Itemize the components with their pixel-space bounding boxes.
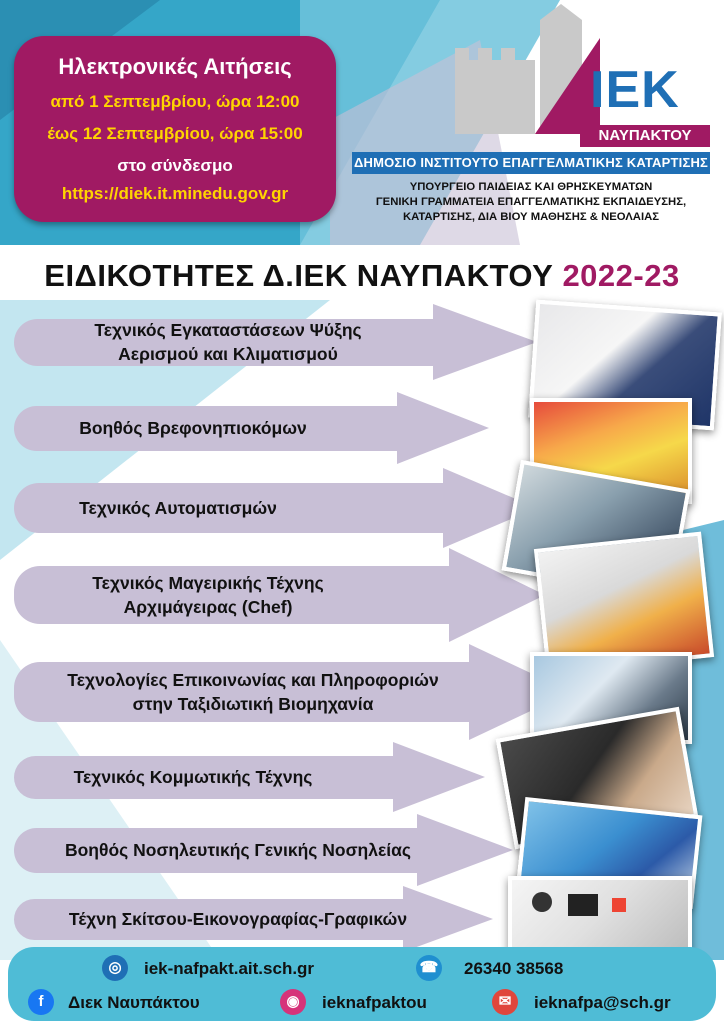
specialty-arrow — [14, 886, 494, 952]
phone-number[interactable]: 26340 38568 — [464, 959, 564, 978]
specialty-line-1: Τεχνικός Εγκαταστάσεων Ψύξης — [94, 320, 362, 340]
specialty-arrow — [14, 548, 546, 642]
specialty-label — [28, 318, 428, 366]
ministry-line-3: ΚΑΤΑΡΤΙΣΗΣ, ΔΙΑ ΒΙΟΥ ΜΑΘΗΣΗΣ & ΝΕΟΛΑΙΑΣ — [402, 211, 660, 223]
specialty-line-1: Τεχνικός Αυτοματισμών — [79, 498, 277, 518]
specialty-label — [28, 765, 358, 789]
specialty-label — [28, 907, 448, 931]
specialty-line-2: στην Ταξιδιωτική Βιομηχανία — [132, 694, 374, 714]
applications-heading: Ηλεκτρονικές Αιτήσεις — [58, 54, 292, 79]
specialty-line-2: Αερισμού και Κλιματισμού — [118, 344, 338, 364]
specialty-arrow — [14, 742, 486, 812]
phone-icon: ☎ — [416, 955, 442, 981]
specialty-arrow — [14, 392, 490, 464]
specialty-line-1: Τεχνικός Κομμωτικής Τέχνης — [73, 767, 313, 787]
ministry-line-1: ΥΠΟΥΡΓΕΙΟ ΠΑΙΔΕΙΑΣ ΚΑΙ ΘΡΗΣΚΕΥΜΑΤΩΝ — [409, 181, 653, 193]
specialty-line-1: Βοηθός Νοσηλευτικής Γενικής Νοσηλείας — [64, 840, 411, 860]
facebook-icon: f — [28, 989, 54, 1015]
globe-icon: ◎ — [102, 955, 128, 981]
institute-name: ΔΗΜΟΣΙΟ ΙΝΣΤΙΤΟΥΤΟ ΕΠΑΓΓΕΛΜΑΤΙΚΗΣ ΚΑΤΑΡΤΙΣΗΣ — [352, 152, 710, 174]
logo-sample-icon — [612, 898, 626, 912]
specialty-arrow — [14, 644, 572, 740]
arrow-head-icon — [393, 742, 485, 812]
specialty-label — [28, 571, 388, 619]
arrow-head-icon — [397, 392, 489, 464]
logo-town: ΝΑΥΠΑΚΤΟΥ — [580, 125, 710, 147]
ministry-line-2: ΓΕΝΙΚΗ ΓΡΑΜΜΑΤΕΙΑ ΕΠΑΓΓΕΛΜΑΤΙΚΗΣ ΕΚΠΑΙΔΕΥΣΗΣ, — [375, 196, 687, 208]
contact-footer — [8, 947, 716, 1021]
specialty-arrow — [14, 304, 538, 380]
specialty-arrow — [14, 468, 538, 548]
iek-logo-text: ΙΕΚ — [590, 61, 680, 119]
page-title — [0, 258, 724, 294]
specialty-label — [28, 838, 448, 862]
instagram-icon: ◉ — [280, 989, 306, 1015]
application-link[interactable]: https://diek.it.minedu.gov.gr — [61, 184, 289, 203]
website-link[interactable]: iek-nafpakt.ait.sch.gr — [144, 959, 315, 978]
link-intro: στο σύνδεσμο — [117, 156, 233, 175]
specialty-label — [28, 668, 478, 716]
specialty-line-2: Αρχιμάγειρας (Chef) — [123, 597, 293, 617]
specialty-line-1: Τεχνολογίες Επικοινωνίας και Πληροφοριών — [67, 670, 439, 690]
photo-graphics — [508, 876, 692, 954]
instagram-link[interactable]: ieknafpaktou — [322, 993, 427, 1012]
email-icon: ✉ — [492, 989, 518, 1015]
arrow-head-icon — [433, 304, 537, 380]
email-link[interactable]: ieknafpa@sch.gr — [534, 993, 671, 1012]
application-info-card — [14, 36, 336, 222]
specialty-label — [28, 496, 328, 520]
logo-sample-icon — [568, 894, 598, 916]
ministry-text — [352, 180, 710, 225]
end-date: έως 12 Σεπτεμβρίου, ώρα 15:00 — [47, 124, 303, 143]
title-year: 2022-23 — [562, 258, 680, 293]
specialty-line-1: Τέχνη Σκίτσου-Εικονογραφίας-Γραφικών — [68, 909, 408, 929]
start-date: από 1 Σεπτεμβρίου, ώρα 12:00 — [50, 92, 300, 111]
specialty-arrow — [14, 814, 514, 886]
logo-sample-icon — [532, 892, 552, 912]
specialty-label — [28, 416, 358, 440]
facebook-link[interactable]: Διεκ Ναυπάκτου — [68, 993, 200, 1012]
specialty-line-1: Βοηθός Βρεφονηπιοκόμων — [79, 418, 307, 438]
specialty-line-1: Τεχνικός Μαγειρικής Τέχνης — [92, 573, 324, 593]
title-main: ΕΙΔΙΚΟΤΗΤΕΣ Δ.ΙΕΚ ΝΑΥΠΑΚΤΟΥ — [44, 258, 554, 293]
